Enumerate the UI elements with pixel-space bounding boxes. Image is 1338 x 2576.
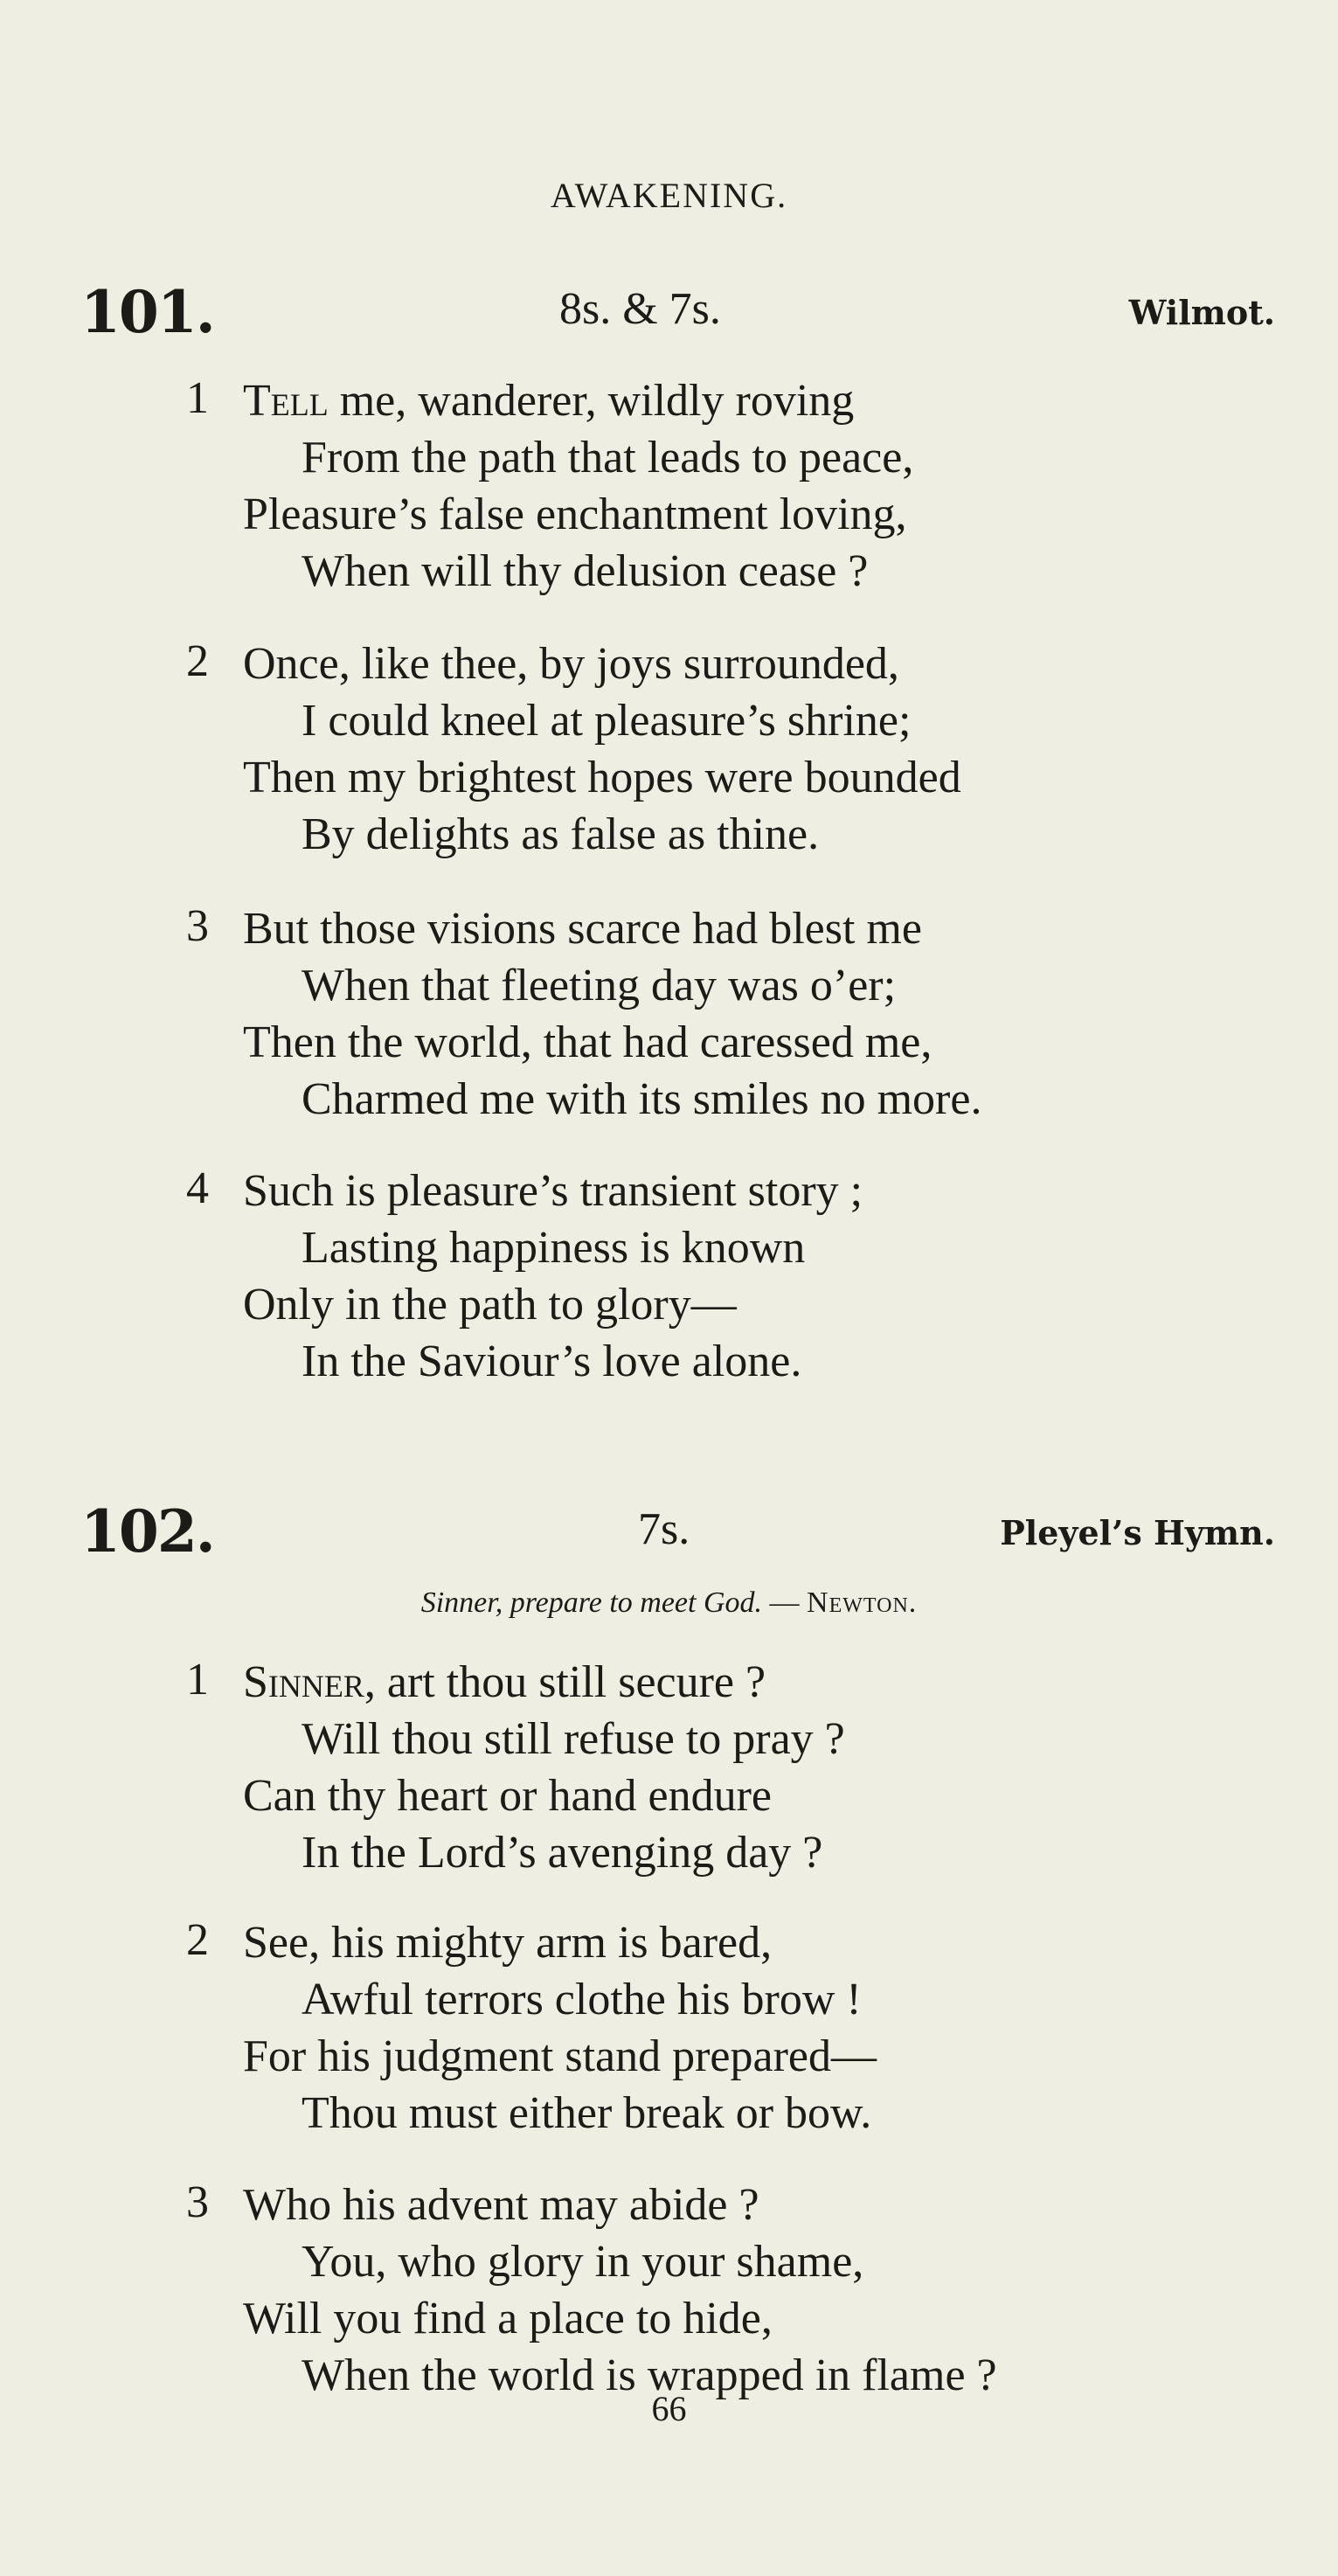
verse-line	[243, 372, 854, 430]
verse-line-rest: , art thou still secure ?	[364, 1657, 766, 1707]
verse-line	[243, 1654, 766, 1712]
verse-line: Then my brightest hopes were bounded	[243, 753, 961, 802]
hymn-number: 101.	[80, 278, 214, 346]
subtitle-text: Sinner, prepare to meet God.	[420, 1587, 763, 1619]
verse-line: I could kneel at pleasure’s shrine;	[302, 696, 912, 746]
verse-line: From the path that leads to peace,	[302, 433, 914, 483]
stanza-number: 4	[186, 1163, 209, 1213]
hymn-meter: 7s.	[638, 1504, 690, 1554]
stanza-number: 1	[186, 1655, 209, 1705]
stanza-number: 2	[186, 636, 209, 686]
verse-line: See, his mighty arm is bared,	[243, 1918, 773, 1968]
subtitle-dash: —	[762, 1587, 808, 1619]
verse-line: In the Lord’s avenging day ?	[302, 1828, 823, 1878]
verse-line: Only in the path to glory—	[243, 1280, 737, 1330]
verse-line: Awful terrors clothe his brow !	[302, 1975, 862, 2024]
verse-line: Who his advent may abide ?	[243, 2180, 759, 2230]
stanza-number: 1	[186, 373, 209, 423]
verse-line: When will thy delusion cease ?	[302, 546, 869, 596]
verse-line: Thou must either break or bow.	[302, 2088, 872, 2138]
verse-line-rest: me, wanderer, wildly roving	[328, 376, 855, 426]
verse-line: Pleasure’s false enchantment loving,	[243, 490, 907, 539]
stanza-number: 3	[186, 901, 209, 951]
hymn-number: 102.	[80, 1497, 214, 1566]
verse-line: You, who glory in your shame,	[302, 2237, 864, 2287]
verse-line: Such is pleasure’s transient story ;	[243, 1166, 863, 1216]
stanza-number: 3	[186, 2177, 209, 2227]
running-head: AWAKENING.	[550, 176, 788, 215]
verse-line: Will thou still refuse to pray ?	[302, 1714, 845, 1764]
verse-line: Will you find a place to hide,	[243, 2294, 773, 2343]
verse-lead-word: Sinner	[243, 1657, 364, 1707]
verse-line: When that fleeting day was o’er;	[302, 961, 897, 1010]
verse-line: When the world is wrapped in flame ?	[302, 2350, 997, 2400]
verse-line: By delights as false as thine.	[302, 809, 820, 859]
verse-line: For his judgment stand prepared—	[243, 2031, 877, 2081]
stanza-number: 2	[186, 1915, 209, 1965]
verse-line: In the Saviour’s love alone.	[302, 1337, 802, 1386]
verse-lead-word: Tell	[243, 376, 329, 426]
hymn-author: Newton.	[807, 1587, 918, 1619]
verse-line: Once, like thee, by joys surrounded,	[243, 639, 899, 689]
page-number: 66	[651, 2389, 687, 2428]
hymn-meter: 8s. & 7s.	[559, 284, 721, 334]
verse-line: Then the world, that had caressed me,	[243, 1017, 932, 1067]
verse-line: Charmed me with its smiles no more.	[302, 1074, 982, 1124]
verse-line: But those visions scarce had blest me	[243, 904, 922, 954]
tune-name: Wilmot.	[1128, 293, 1275, 332]
hymn-subtitle	[0, 1587, 1338, 1620]
verse-line: Can thy heart or hand endure	[243, 1771, 773, 1821]
tune-name: Pleyel’s Hymn.	[1000, 1513, 1275, 1552]
verse-line: Lasting happiness is known	[302, 1223, 806, 1273]
